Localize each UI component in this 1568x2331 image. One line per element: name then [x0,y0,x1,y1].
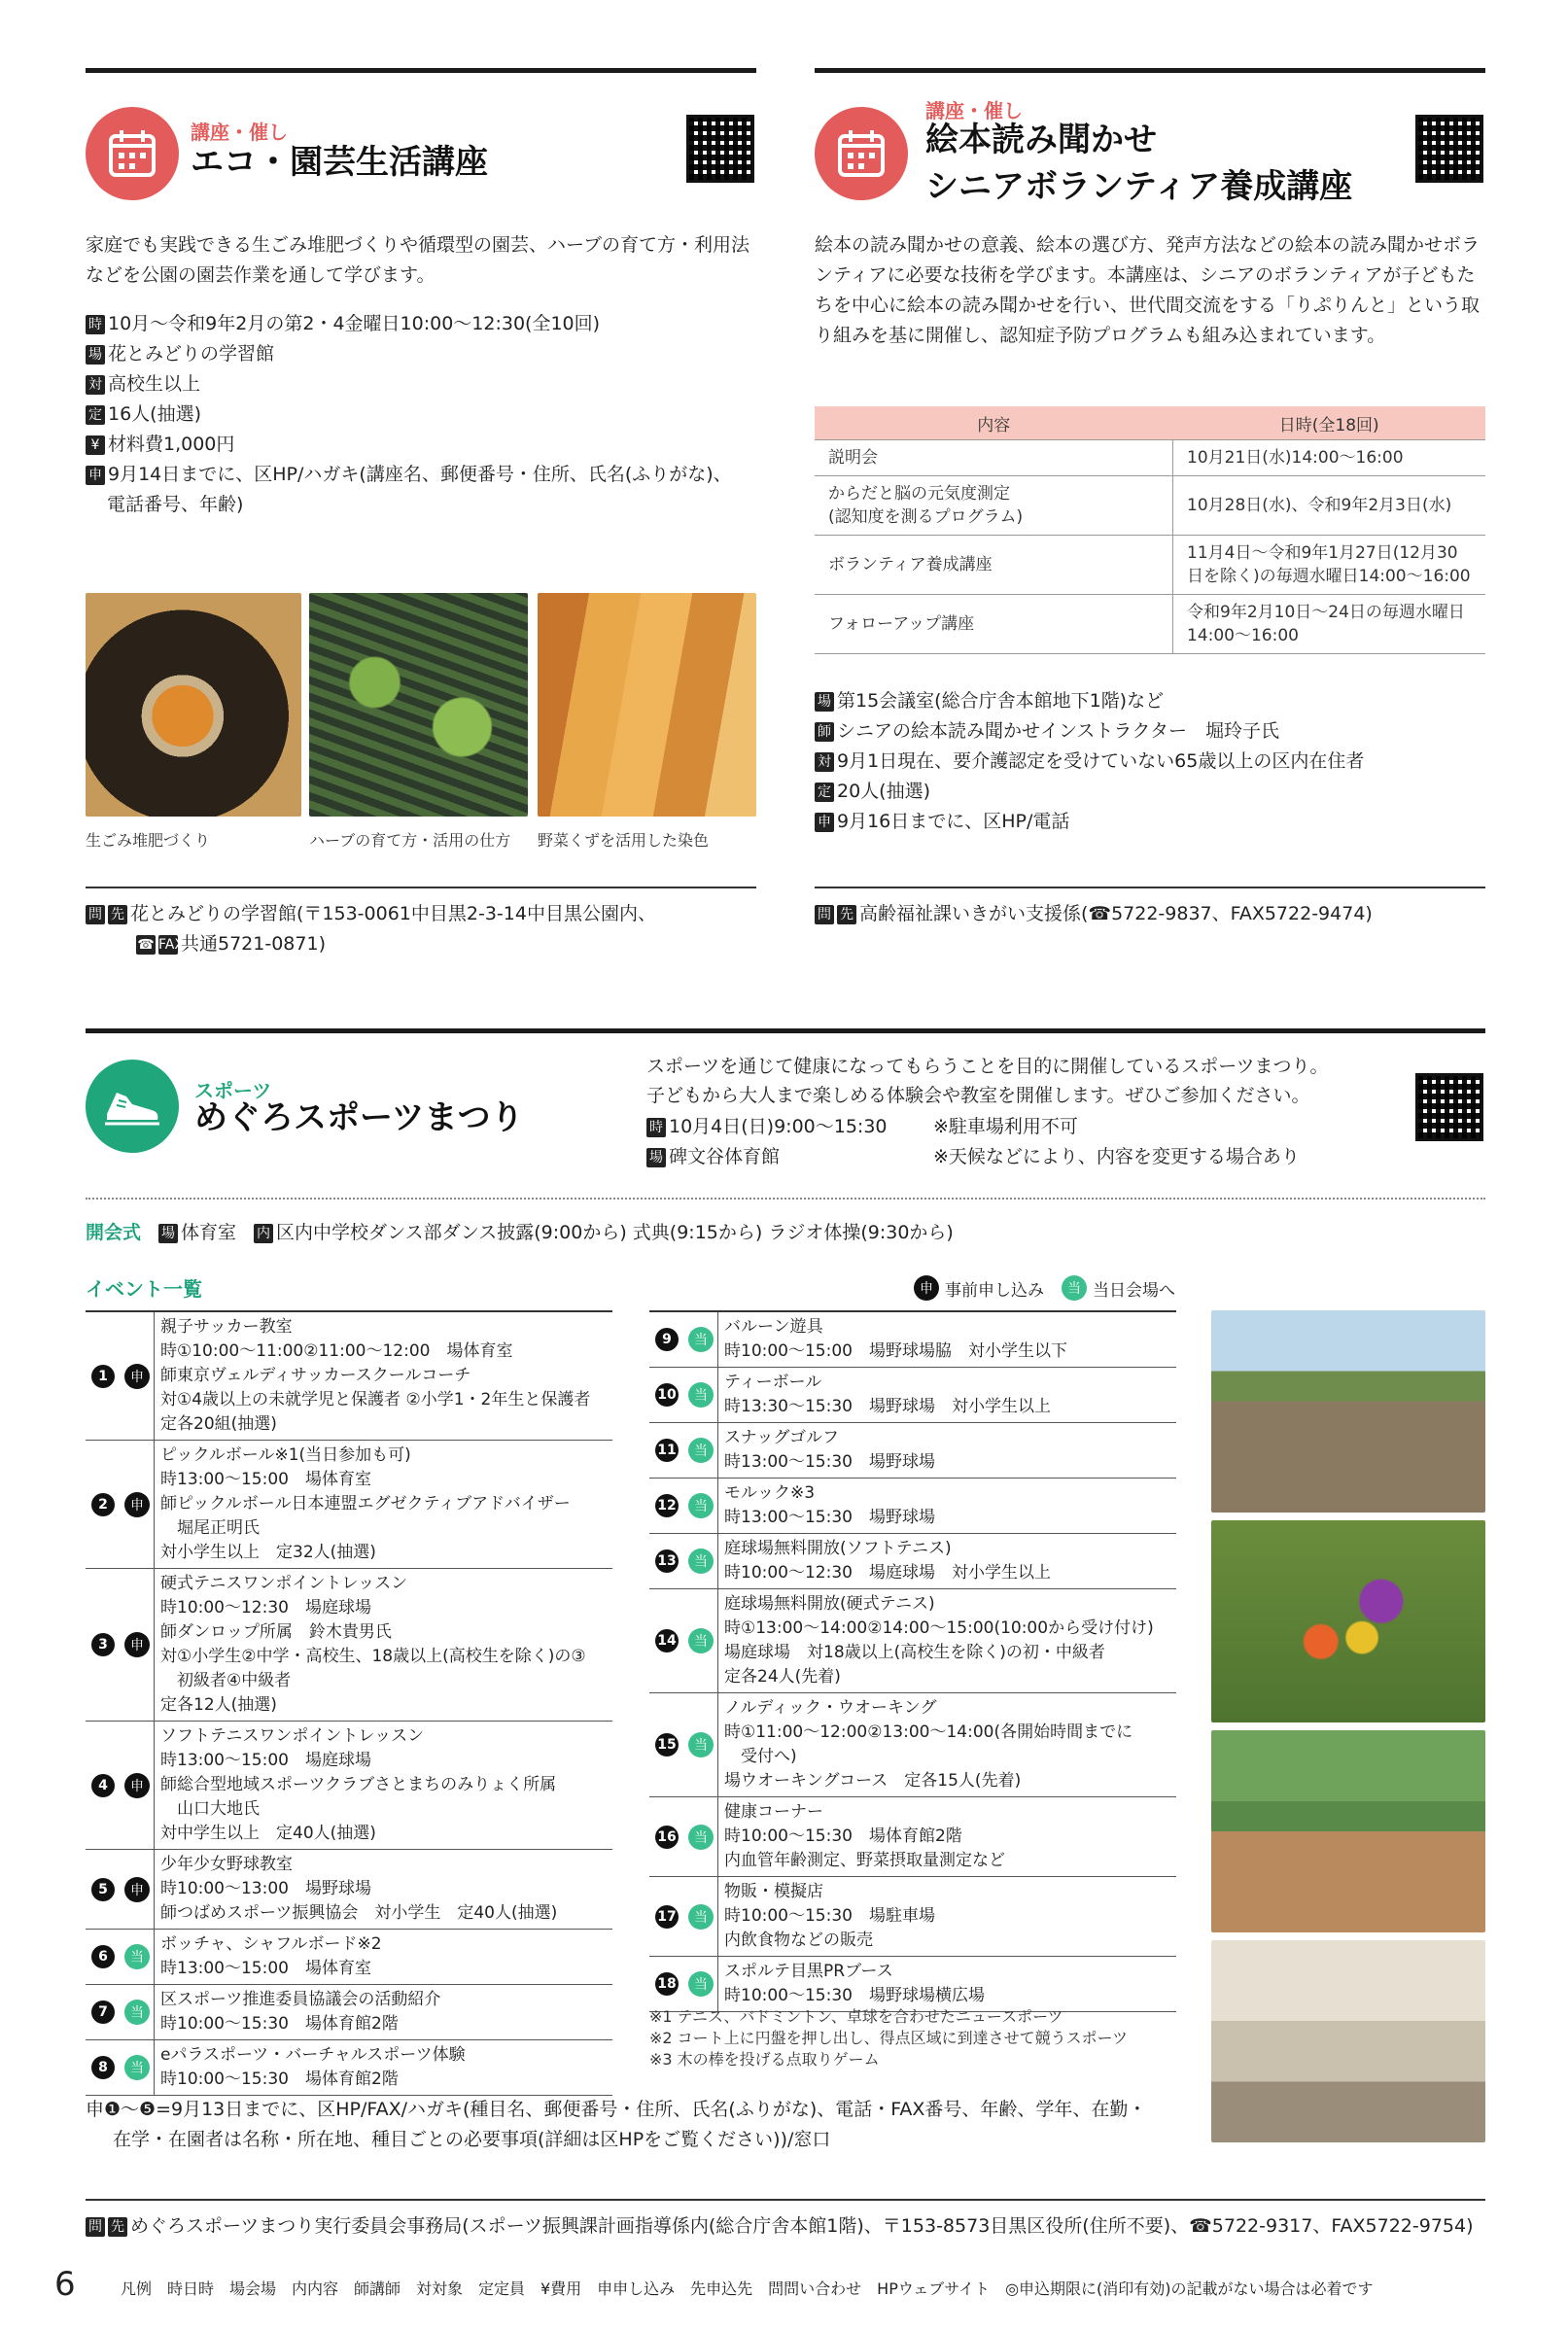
event-number: 4 [91,1774,115,1797]
detail-line: ¥ 材料費1,000円 [86,430,234,459]
photo-compost [86,593,301,817]
event-name: 庭球場無料開放(ソフトテニス) [724,1539,952,1558]
sports-qr-code[interactable] [1415,1073,1483,1141]
caption-herbs: ハーブの育て方・活用の仕方 [309,831,511,850]
event-name: 庭球場無料開放(硬式テニス) [724,1594,935,1614]
event-detail: 師ピックルボール日本連盟エグゼクティブアドバイザー [160,1494,571,1513]
event-detail: 初級者④中級者 [160,1671,292,1690]
event-detail: 対①4歳以上の未就学児と保護者 ②小学1・2年生と保護者 [160,1390,591,1409]
event-name: ノルディック・ウオーキング [724,1698,937,1718]
badge-day-icon: 当 [688,1327,714,1352]
event-detail: 師つばめスポーツ振興協会 対小学生 定40人(抽選) [160,1903,558,1923]
event-number: 5 [91,1878,115,1901]
detail-line: 場 花とみどりの学習館 [86,339,274,368]
badge-day-icon: 当 [1062,1275,1087,1301]
ehon-schedule-table [815,406,1485,654]
event-name: 硬式テニスワンポイントレッスン [160,1574,408,1593]
event-item [86,1441,612,1569]
badge-day-icon: 当 [124,1944,150,1969]
event-number: 18 [655,1972,679,1996]
event-name: ボッチャ、シャフルボード※2 [160,1934,382,1954]
event-number: 3 [91,1633,115,1656]
sports-apply-line1: 申❶～❺=9月13日までに、区HP/FAX/ハガキ(種目名、郵便番号・住所、氏名(ふりがな)、電話・FAX番号、年齢、学年、在勤・ [86,2099,1147,2120]
event-detail: 受付へ) [724,1747,797,1766]
eco-contact-line1: 問 先 花とみどりの学習館(〒153-0061中目黒2-3-14中目黒公園内、 [86,899,656,928]
event-detail: 師総合型地域スポーツクラブさとまちのみりょく所属 [160,1775,557,1794]
badge-day-icon: 当 [124,2000,150,2025]
event-list-right [649,1310,1176,2012]
badge-pre-icon: 申 [914,1275,939,1301]
event-detail: 師ダンロップ所属 鈴木貴男氏 [160,1622,392,1642]
event-item [86,1569,612,1722]
event-detail: 師東京ヴェルディサッカースクールコーチ [160,1366,471,1385]
eco-contact-rule [86,887,756,888]
event-name: ソフトテニスワンポイントレッスン [160,1726,425,1746]
event-number: 14 [655,1629,679,1653]
event-number: 11 [655,1439,679,1462]
sports-divider [86,1198,1485,1200]
event-detail: 堀尾正明氏 [160,1518,260,1538]
eco-contact-line2: ☎ FAX共通5721-0871) [137,933,326,955]
badge-pre-icon: 申 [124,1492,150,1517]
sports-intro-line1: スポーツを通じて健康になってもらうことを目的に開催しているスポーツまつり。 [646,1056,1329,1077]
photo-tennis [1211,1730,1485,1932]
badge-day-icon: 当 [688,1971,714,1997]
caption-compost: 生ごみ堆肥づくり [86,831,211,850]
photo-herbs [309,593,528,817]
event-name: スナッグゴルフ [724,1428,839,1447]
note-1: ※1 テニス、バドミントン、卓球を合わせたニュースポーツ [649,2007,1063,2026]
detail-line: 師 シニアの絵本読み聞かせインストラクター 堀玲子氏 [815,716,1279,746]
event-name: モルック※3 [724,1483,816,1503]
event-detail: 時13:00～15:30 場野球場 [724,1452,935,1472]
event-number: 15 [655,1733,679,1757]
event-detail: 時10:00～15:30 場体育館2階 [160,2014,399,2034]
event-item [649,1368,1176,1423]
opening-ceremony: 開会式 場 体育室 内 区内中学校ダンス部ダンス披露(9:00から) 式典(9:15から) ラジオ体操(9:30から) [86,1222,954,1243]
ehon-top-rule [815,68,1485,73]
event-number: 10 [655,1383,679,1407]
event-detail: 時13:30～15:30 場野球場 対小学生以上 [724,1397,1051,1416]
note-3: ※3 木の棒を投げる点取りゲーム [649,2050,880,2069]
event-item [649,1479,1176,1534]
event-list-left [86,1310,612,2096]
event-number: 12 [655,1494,679,1517]
eco-top-rule [86,68,756,73]
event-detail: 山口大地氏 [160,1799,260,1819]
event-detail: 時10:00～12:30 場庭球場 [160,1598,371,1618]
event-item [649,1589,1176,1693]
event-item [649,1423,1176,1479]
event-item [649,1534,1176,1589]
note-2: ※2 コート上に円盤を押し出し、得点区域に到達させて競うスポーツ [649,2029,1129,2047]
event-detail: 定各24人(先着) [724,1667,841,1687]
shoe-icon [86,1060,179,1153]
badge-pre-icon: 申 [124,1877,150,1902]
detail-line: 定 16人(抽選) [86,400,201,429]
event-number: 13 [655,1549,679,1573]
ehon-qr-code[interactable] [1415,115,1483,183]
sports-contact: 問 先 めぐろスポーツまつり実行委員会事務局(スポーツ振興課計画指導係内(総合庁舎本館1階)、〒153-8573目黒区役所(住所不要)、☎5722-9317、FAX5722-9754) [86,2211,1474,2241]
table-row: ボランティア養成講座 11月4日～令和9年1月27日(12月30日を除く)の毎週水曜日14:00～16:00 [815,536,1485,595]
event-list-heading: イベント一覧 [86,1277,202,1301]
ehon-contact-rule [815,887,1485,888]
ehon-title-line1: 絵本読み聞かせ [925,121,1157,159]
sports-date-note: ※駐車場利用不可 [933,1116,1078,1137]
event-detail: 時13:00～15:00 場体育室 [160,1470,371,1489]
badge-day-icon: 当 [688,1904,714,1930]
event-name: 少年少女野球教室 [160,1855,293,1874]
event-number: 7 [91,2000,115,2024]
eco-category: 講座・催し [191,121,288,144]
event-detail: 時13:00～15:00 場体育室 [160,1959,371,1978]
calendar-icon [815,107,908,200]
event-number: 2 [91,1493,115,1516]
eco-qr-code[interactable] [686,115,754,183]
badge-pre-icon: 申 [124,1773,150,1798]
event-number: 16 [655,1826,679,1849]
event-detail: 場庭球場 対18歳以上(高校生を除く)の初・中級者 [724,1643,1105,1662]
badge-day-icon: 当 [688,1548,714,1574]
event-item [86,1722,612,1850]
table-row: からだと脳の元気度測定 (認知度を測るプログラム) 10月28日(水)、令和9年2月3日(水) [815,476,1485,536]
event-detail: 時10:00～12:30 場庭球場 対小学生以上 [724,1563,1051,1583]
event-legend: 申 事前申し込み 当 当日会場へ [914,1275,1175,1301]
event-item [649,1797,1176,1877]
event-detail: 内血管年齢測定、野菜摂取量測定など [724,1851,1005,1870]
sports-intro-line2: 子どもから大人まで楽しめる体験会や教室を開催します。ぜひご参加ください。 [646,1085,1310,1106]
ehon-description: 絵本の読み聞かせの意義、絵本の選び方、発声方法などの絵本の読み聞かせボランティアに必要な技術を学びます。本講座は、シニアのボランティアが子どもたちを中心に絵本の読み聞かせを行い、世代間交流をする「りぷりんと」という取り組みを基に開催し、認知症予防プログラムも組み込まれています。 [815,234,1481,346]
event-name: 物販・模擬店 [724,1882,823,1901]
event-detail: 時10:00～15:30 場体育館2階 [160,2070,399,2089]
event-detail: 対①小学生②中学・高校生、18歳以上(高校生を除く)の③ [160,1647,586,1666]
photo-booth [1211,1940,1485,2142]
badge-pre-icon: 申 [124,1364,150,1389]
event-name: 健康コーナー [724,1802,823,1822]
event-item [86,1312,612,1441]
event-item [86,2040,612,2096]
event-detail: 時13:00～15:00 場庭球場 [160,1751,371,1770]
detail-line: 定 20人(抽選) [815,777,930,806]
event-item [649,1877,1176,1957]
sports-category: スポーツ [194,1079,272,1102]
eco-title: エコ・園芸生活講座 [191,143,488,182]
event-detail: 時①11:00～12:00②13:00～14:00(各開始時間までに [724,1722,1133,1742]
badge-day-icon: 当 [688,1628,714,1653]
detail-line: 場 第15会議室(総合庁舎本館地下1階)など [815,686,1164,715]
detail-line: 申 9月14日までに、区HP/ハガキ(講座名、郵便番号・住所、氏名(ふりがな)、 [86,460,732,489]
event-item [649,1957,1176,2012]
event-item [86,1930,612,1985]
ehon-title-line2: シニアボランティア養成講座 [925,167,1353,206]
event-number: 8 [91,2056,115,2079]
detail-line: 申 9月16日までに、区HP/電話 [815,807,1069,836]
event-detail: 時10:00～15:00 場野球場脇 対小学生以下 [724,1341,1067,1361]
event-detail: 時13:00～15:30 場野球場 [724,1508,935,1527]
badge-day-icon: 当 [688,1825,714,1850]
photo-dyeing [538,593,756,817]
table-header-date: 日時(全18回) [1173,406,1486,440]
event-detail: 時①10:00～11:00②11:00～12:00 場体育室 [160,1341,513,1361]
detail-line: 時 10月～令和9年2月の第2・4金曜日10:00～12:30(全10回) [86,309,600,338]
event-number: 1 [91,1365,115,1388]
sports-place: 場 碑文谷体育館 [646,1142,780,1171]
event-name: eパラスポーツ・バーチャルスポーツ体験 [160,2045,466,2065]
sports-apply-line2: 在学・在園者は名称・所在地、種目ごとの必要事項(詳細は区HPをご覧ください))/窓口 [113,2129,831,2150]
badge-day-icon: 当 [124,2055,150,2080]
table-row: 説明会 10月21日(水)14:00～16:00 [815,440,1485,476]
event-item [86,1985,612,2040]
event-detail: 時10:00～15:30 場野球場横広場 [724,1986,985,2005]
event-name: ピックルボール※1(当日参加も可) [160,1445,411,1465]
detail-line: 対 高校生以上 [86,369,200,399]
sports-top-rule [86,1028,1485,1033]
event-item [86,1850,612,1930]
event-detail: 場ウオーキングコース 定各15人(先着) [724,1771,1022,1791]
event-number: 17 [655,1905,679,1929]
detail-line: 対 9月1日現在、要介護認定を受けていない65歳以上の区内在住者 [815,747,1364,776]
eco-description: 家庭でも実践できる生ごみ堆肥づくりや循環型の園芸、ハーブの育て方・利用法などを公園の園芸作業を通して学びます。 [86,234,750,286]
caption-dyeing: 野菜くずを活用した染色 [538,831,710,850]
ehon-contact: 問 先 高齢福祉課いきがい支援係(☎5722-9837、FAX5722-9474) [815,899,1373,928]
event-number: 9 [655,1328,679,1351]
badge-day-icon: 当 [688,1438,714,1463]
event-detail: 定各12人(抽選) [160,1695,277,1715]
event-name: ティーボール [724,1373,822,1392]
badge-day-icon: 当 [688,1732,714,1757]
event-detail: 定各20組(抽選) [160,1414,277,1434]
page-number: 6 [54,2265,76,2304]
detail-line: 電話番号、年齢) [107,494,244,515]
event-item [649,1312,1176,1368]
event-detail: 時10:00～15:30 場駐車場 [724,1906,935,1926]
event-item [649,1693,1176,1797]
badge-day-icon: 当 [688,1382,714,1408]
photo-pickleball [1211,1520,1485,1722]
sports-title: めぐろスポーツまつり [194,1098,524,1137]
event-detail: 対小学生以上 定32人(抽選) [160,1543,376,1562]
event-detail: 時10:00～15:30 場体育館2階 [724,1827,962,1846]
badge-pre-icon: 申 [124,1632,150,1657]
event-detail: 時①13:00～14:00②14:00～15:00(10:00から受け付け) [724,1618,1154,1638]
event-number: 6 [91,1945,115,1968]
sports-contact-rule [86,2199,1485,2201]
table-row: フォローアップ講座 令和9年2月10日～24日の毎週水曜日14:00～16:00 [815,595,1485,654]
table-header-content: 内容 [815,406,1173,440]
badge-day-icon: 当 [688,1493,714,1518]
event-name: 親子サッカー教室 [160,1317,293,1337]
sports-date: 時 10月4日(日)9:00～15:30 [646,1112,888,1141]
event-name: 区スポーツ推進委員協議会の活動紹介 [160,1990,441,2009]
event-name: バルーン遊具 [724,1317,823,1337]
footer-legend: 凡例 時日時 場会場 内内容 師講師 対対象 定定員 ¥費用 申申し込み 先申込先 問問い合わせ HPウェブサイト ◎申込期限に(消印有効)の記載がない場合は必着です [121,2279,1374,2298]
event-detail: 時10:00～13:00 場野球場 [160,1879,371,1898]
event-detail: 対中学生以上 定40人(抽選) [160,1824,376,1843]
sports-place-note: ※天候などにより、内容を変更する場合あり [933,1146,1300,1167]
ehon-category: 講座・催し [925,99,1023,122]
photo-soccer [1211,1310,1485,1513]
event-detail: 内飲食物などの販売 [724,1931,873,1950]
event-name: スポルテ目黒PRブース [724,1962,893,1981]
calendar-icon [86,107,179,200]
